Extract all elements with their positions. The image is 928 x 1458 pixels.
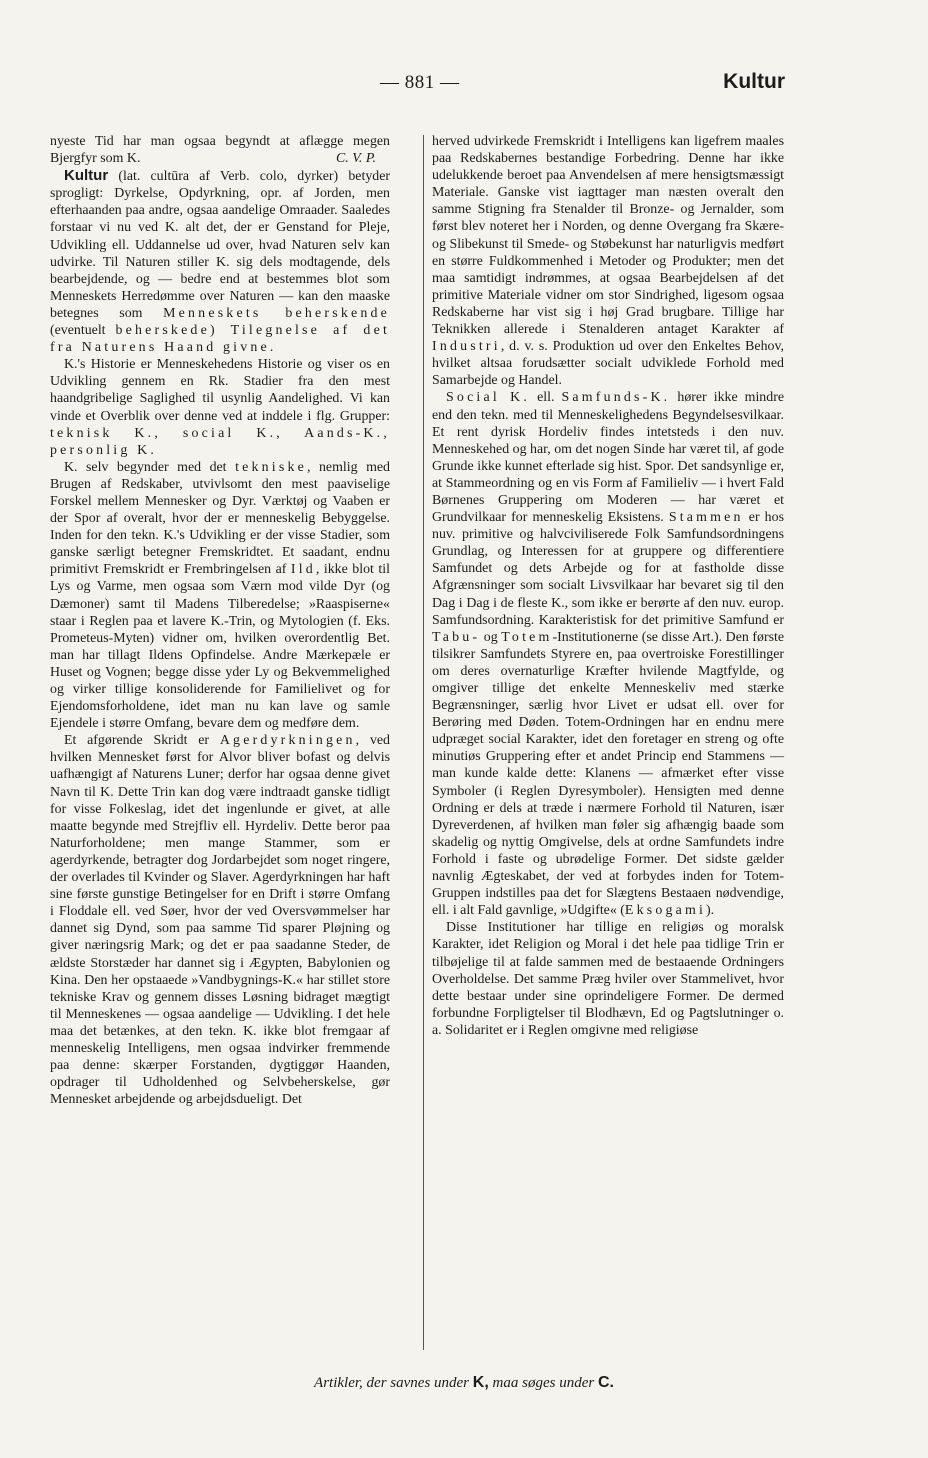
left-column bbox=[50, 133, 390, 1108]
footer-letter: K, bbox=[472, 1374, 489, 1391]
paragraph-text: , ikke blot til Lys og Varme, men ogsaa som Værn mod vilde Dyr (og Dæmoner) samt til Madens Tilberedelse; »Raaspiserne« staar i Reglen paa et lavere K.-Trin, og Mytologien (f. Eks. Prometeus-Myten) vidner om, hvilken overordentlig Bet. man har tillagt Ildens Opfindelse. Andre Mærkepæle er Huset og Vognen; begge disse yder Ly og Bekvemmelighed og virker tillige konsoliderende for Familielivet og for Ejendomsforholdene, idet man nu kan lave og samle Ejendele i større Omfang, bevare dem og medføre dem. bbox=[50, 562, 390, 732]
paragraph-technical bbox=[50, 459, 390, 733]
paragraph-text: Disse Institutioner har tillige en religiøs og moralsk Karakter, idet Religion og Moral i det hele paa tidlige Trin er tilbøjelige til at falde sammen med de bestaaende Ordningers Overholdelse. Det samme Præg hviler over Stammelivet, hvor dette bestaar under sine oprindeligere Former. De dermed forbundne Forpligtelser til Blodhævn, Ed og Pagtslutninger o. a. Solidaritet er i Reglen omgivne med religiøse bbox=[432, 920, 784, 1038]
paragraph-continuation bbox=[50, 133, 390, 167]
spaced-text: Stammen bbox=[668, 510, 744, 526]
paragraph-text: er hos nuv. primitive og halvciviliserede Folk Samfundsordningens Grundlag, og Interessen for at gruppere og differentiere Samfundet og dets Arbejde og for at fastholde disse Afgrænsninger som socialt Livsvilkaar har bevaret sig til den Dag i Dag i de fleste K., som ikke er berørte af den nuv. europ. Samfundsordning. Karakteristisk for det primitive Samfund er bbox=[432, 510, 784, 628]
paragraph-text: hører ikke mindre end den tekn. med til Menneskelighedens Begyndelsesvilkaar. Et rent dyrisk Hordeliv findes intetsteds i den nuv. Menneskehed og har, om det nogen Sinde har været til, af gode Grunde ikke kunnet efterlade sig hist. Spor. Det sandsynlige er, at Stammeordning og en vis Form af Familieliv — i hvert Fald Børnenes Gruppering om Moderen — har været et Grundvilkaar for menneskelig Eksistens. bbox=[432, 390, 784, 526]
spaced-text: Totem bbox=[501, 629, 553, 645]
paragraph-text: ). bbox=[706, 903, 715, 919]
footer-letter: C. bbox=[597, 1374, 614, 1391]
entry-kultur bbox=[50, 167, 390, 356]
spaced-text: teknisk K., social K., Aands-K., personlig K. bbox=[50, 425, 390, 458]
column-divider bbox=[423, 135, 424, 1350]
paragraph-text: nyeste Tid har man ogsaa begyndt at aflægge megen Bjergfyr som K. bbox=[50, 134, 390, 167]
right-column bbox=[432, 133, 784, 1039]
spaced-text: tekniske bbox=[235, 459, 307, 475]
page-footer bbox=[0, 1374, 928, 1392]
spaced-text: Agerdyrkningen bbox=[219, 733, 356, 749]
author-signature: C. V. P. bbox=[335, 151, 376, 167]
paragraph-history bbox=[50, 356, 390, 459]
paragraph-text: , d. v. s. Produktion ud over den Enkeltes Behov, hvilket altsaa forudsætter socialt udviklede Forhold med Samarbejde og Handel. bbox=[432, 339, 784, 389]
paragraph-agriculture bbox=[50, 732, 390, 1108]
paragraph-text: (lat. cultūra af Verb. colo, dyrker) betyder sprogligt: Dyrkelse, Opdyrkning, opr. af Jorden, men efterhaanden paa andre, ogsaa aandelige Omraader. Saaledes forstaar vi nu ved K. alt det, der er Genstand for Pleje, Udvikling ell. Uddannelse ud over, hvad Naturen selv kan udvirke. Til Naturen stiller K. sig dels modtagende, dels bearbejdende, og — bedre end at bestemmes blot som Menneskets Herredømme over Naturen — kan den maaske betegnes som bbox=[50, 169, 390, 321]
footer-text: Artikler, der savnes under bbox=[314, 1375, 473, 1391]
page-number: — 881 — bbox=[380, 72, 460, 93]
spaced-text: beherskede) Tilegnelse af det fra Naturens Haand givne. bbox=[50, 323, 390, 356]
paragraph-text: K. selv begynder med det bbox=[64, 459, 236, 475]
spaced-text: Eksogami bbox=[624, 903, 707, 919]
paragraph-text: , nemlig med Brugen af Redskaber, utvivlsomt den mest paaviselige Forskel mellem Mennesker og Dyr. Værktøj og Vaaben er der Spor af overalt, hvor der er menneskelig Bebyggelse. Inden for den tekn. K.'s Udvikling er der visse Stadier, som ganske særligt betegner Fremskridtet. Et saadant, endnu primitivt Fremskridt er Frembringelsen af bbox=[50, 459, 390, 578]
page-header bbox=[50, 72, 785, 102]
paragraph-text: ell. bbox=[530, 390, 562, 406]
spaced-text: Menneskets beherskende bbox=[163, 305, 390, 321]
paragraph-text: K.'s Historie er Menneskehedens Historie og viser os en Udvikling gennem en Rk. Stadier fra den mest haandgribelige Saglighed til usynlig Aandelighed. Vi kan vinde et Overblik over denne ved at inddele i flg. Grupper: bbox=[50, 357, 390, 424]
running-head: Kultur bbox=[723, 70, 785, 93]
spaced-text: Industri bbox=[432, 339, 501, 355]
headword: Kultur bbox=[64, 167, 109, 185]
footer-text: maa søges under bbox=[488, 1375, 598, 1391]
spaced-text: Social K. bbox=[446, 390, 531, 406]
paragraph-text: (eventuelt bbox=[50, 323, 116, 339]
paragraph-text: og bbox=[480, 629, 502, 645]
paragraph-text: -Institutionerne (se disse Art.). Den første tilsikrer Samfundets Styrere en, paa overtroiske Forestillinger om deres overnaturlige Kræfter hvilende Magtfylde, og omgiver tillige det enkelte Menneskeliv med stærke Begrænsninger, særlig hvor Livet er udsat ell. over for Berøring med Døden. Totem-Ordningen har en endnu mere udpræget social Karakter, idet den foretager en streng og ofte minutiøs Gruppering efter et andet Princip end Stammens — man kunde kalde dette: Klanens — afmærket efter visse Symboler (i Reglen Dyresymboler). Hensigten med denne Ordning er dels at træde i nærmere Forhold til Naturen, især Dyreverdenen, af hvilken man føler sig afhængig baade som skadelig og nyttig Omgivelse, dels at ordne Samfundets indre Forhold i faste og ubrødelige Former. Det sidste gælder navnlig Ægteskabet, der ved at forbydes inden for Totem-Gruppen indstilles paa det for Slægtens Bestaaen nødvendige, ell. i alt Fald gavnlige, »Udgifte« ( bbox=[432, 629, 784, 919]
paragraph-social bbox=[432, 389, 784, 919]
spaced-text: Ild bbox=[290, 562, 316, 578]
paragraph-text: , ved hvilken Mennesket først for Alvor bliver bofast og delvis uafhængigt af Naturens Luner; derfor har ogsaa denne givet Navn til K. Dette Trin kan dog være indtraadt ganske tidligt for visse Folkeslag, idet det ingenlunde er givet, at alle maatte begynde med Strejfliv ell. Hyrdeliv. Dette beror paa Naturforholdene; men mange Stammer, som er agerdyrkende, betragter dog Jordarbejdet som noget ringere, der overlades til Kvinder og Slaver. Agerdyrkningen har haft sine første gunstige Betingelser for en Drift i større Omfang i Floddale ell. ved Søer, hvor der ved Oversvømmelser har dannet sig Dynd, som paa samme Tid sparer Pløjning og giver næringsrig Mark; og det er paa saadanne Steder, de ældste Storstæder har dannet sig i Ægypten, Babylonien og Kina. Den her opstaaede »Vandbygnings-K.« har stillet store tekniske Krav og gennem disses Løsning bidraget mægtigt til Menneskenes — ogsaa aandelige — Udvikling. I det hele maa det betænkes, at den tekn. K. ikke blot fremgaar af menneskelig Intelligens, men ogsaa indvirker fremmende paa denne: skærper Forstanden, dygtiggør Haanden, opdrager til Udholdenhed og Selvbeherskelse, gør Mennesket arbejdende og arbejdsdueligt. Det bbox=[50, 733, 390, 1108]
paragraph-text: herved udvirkede Fremskridt i Intelligens kan ligefrem maales paa Redskabernes bestandige Forbedring. Denne har ikke udelukkende beroet paa Anvendelsen af mere hensigtsmæssigt Materiale. Ganske vist iagttager man næsten overalt den samme Stigning fra Stenalder til Bronze- og Jernalder, som først blev noteret her i Norden, og denne Overgang fra Skære- og Slibekunst til Smede- og Støbekunst har naturligvis medført en større Fuldkommenhed i Metoder og Produkter; men det maa samtidigt indrømmes, at ogsaa Bearbejdelsen af det primitive Materiale vidner om stor Sindrighed, ligesom ogsaa Redskaberne har vist sig i høj Grad brugbare. Tillige har Teknikken allerede i Stenalderen antaget Karakter af bbox=[432, 134, 784, 338]
spaced-text: Tabu- bbox=[432, 629, 481, 645]
paragraph-text: Et afgørende Skridt er bbox=[64, 733, 220, 749]
spaced-text: Samfunds-K. bbox=[561, 390, 671, 406]
paragraph-continuation bbox=[432, 133, 784, 389]
paragraph-institutions bbox=[432, 919, 784, 1039]
